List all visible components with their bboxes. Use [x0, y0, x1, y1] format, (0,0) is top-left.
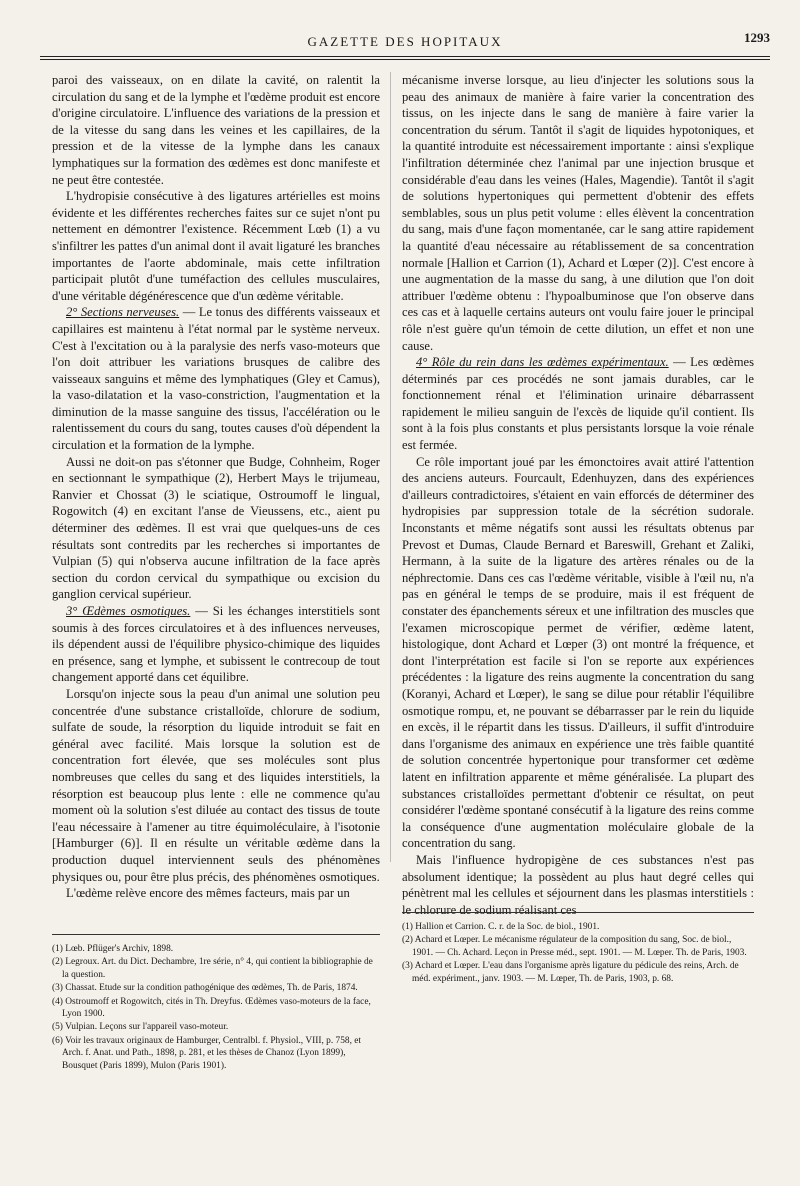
footnote: (6) Voir les travaux originaux de Hamburger, Centralbl. f. Physiol., VIII, p. 758, et Arch. f. Anat. und Path., 1898, p. 281, et les thèses de Chanoz (Lyon 1899), Bousquet (Paris 1899), Mulon (Paris 1901). — [52, 1035, 362, 1071]
paragraph: L'œdème relève encore des mêmes facteurs, mais par un — [66, 886, 350, 901]
section-heading: 3° Œdèmes osmotiques. — [66, 604, 191, 618]
section-heading: 4° Rôle du rein dans les œdèmes expérimentaux. — [416, 355, 669, 370]
paragraph: Aussi ne doit-on pas s'étonner que Budge, Cohnheim, Roger en sectionnant le sympathique (2), Herbert Mays le trijumeau, Ranvier et Chossat (3) le sciatique, Ostroumoff le lingual, Rogowitch (4) en excitant l'anse de Vieussens, etc., aient pu déterminer des œdèmes. Il est vrai que quelques-uns de ces résultats sont contredits par les recherches si importantes de Vulpian (5) qui n'observa aucune infiltration de la face après section du cordon cervical du sympathique ou excision du ganglion cervical supérieur. — [52, 454, 380, 602]
page-number: 1293 — [744, 30, 770, 45]
paragraph: mécanisme inverse lorsque, au lieu d'injecter les solutions sous la peau des animaux de manière à faire varier la concentration des tissus, on les injecte dans le sang de manière à faire varier la concentration du sérum. Tantôt il s'agit de liquides hypotoniques, et la quantité introduite est nécessairement importante : ainsi s'explique l'infiltration déterminée chez l'animal par une injection brusque et considérable d'eau dans les veines (Hales, Magendie). Tantôt il s'agit de solutions hypertoniques qui permettent d'obtenir des effets semblables, sous un plus petit volume : elles élèvent la concentration du sang, mais d'une façon momentanée, car le sang attire rapidement la quantité d'eau nécessaire au rétablissement de sa concentration normale [Hallion et Carrion (1), Achard et Lœper (2)]. C'est encore à une augmentation de la masse du sang, à une dilution que l'on doit attribuer l'œdème obtenu : l'hypoalbuminose que l'on observe dans ces cas et à laquelle certains auteurs ont voulu faire jouer le principal rôle n'est guère qu'un témoin de cette dilution, un effet et non une cause. — [402, 73, 754, 353]
footnote: (2) Legroux. Art. du Dict. Dechambre, 1re série, n° 4, qui contient la bibliographie de la question. — [52, 957, 373, 980]
section-paragraph — [52, 304, 380, 453]
right-footnotes — [402, 912, 754, 986]
column-divider — [390, 72, 391, 862]
paragraph: paroi des vaisseaux, on en dilate la cavité, on ralentit la circulation du sang et de la lymphe et l'œdème produit est encore d'origine circulatoire. L'influence des variations de la pression et de la vitesse du sang dans les veines et les capillaires, de la pression et de la vitesse de la lymphe dans les canaux lymphatiques sur la formation des œdèmes est donc manifeste et ne peut être contestée. — [52, 73, 380, 187]
left-footnotes — [52, 934, 380, 1073]
footnote: (3) Achard et Lœper. L'eau dans l'organisme après ligature du pédicule des reins, Arch. de méd. expériment., janv. 1903. — M. Lœper, Th. de Paris, 1903, p. 68. — [402, 961, 739, 984]
section-heading: 2° Sections nerveuses. — [66, 305, 180, 320]
footnote-rule — [52, 934, 380, 935]
footnote: (1) Hallion et Carrion. C. r. de la Soc. de biol., 1901. — [402, 922, 600, 932]
footnote: (4) Ostroumoff et Rogowitch, cités in Th. Dreyfus. Œdèmes vaso-moteurs de la face, Lyon 1900. — [52, 996, 371, 1020]
paragraph: L'hydropisie consécutive à des ligatures artérielles est moins évidente et les différentes recherches faites sur ce sujet n'ont pu nettement en démontrer l'existence. Récemment Lœb (1) a vu s'infiltrer les pattes d'un animal dont il avait ligaturé les branches importantes de l'aorte abdominale, mais cette infiltration participait plutôt d'une tuméfaction des cellules musculaires, d'une véritable dégénérescence que d'un œdème véritable. — [52, 189, 380, 303]
header-rule-double — [40, 59, 770, 60]
header-rule — [40, 56, 770, 57]
footnote-rule — [402, 912, 754, 913]
journal-title: GAZETTE DES HOPITAUX — [307, 34, 503, 49]
section-text: — Les œdèmes déterminés par ces procédés ne sont jamais durables, car le fonctionnement rénal et l'élimination urinaire débarrassent rapidement le milieu sanguin de l'excès de liquide qu'il contient. Ils sont à la fois plus constants et plus persistants lorsque la voie rénale est fermée. — [402, 355, 754, 453]
section-text: — Le tonus des différents vaisseaux et capillaires est maintenu à l'état normal par le système nerveux. C'est à l'excitation ou à la paralysie des nerfs vaso-moteurs que l'on doit attribuer les variations brusques de calibre des vaisseaux sanguins et même des lymphatiques (Gley et Camus), la vaso-dilatation et la vaso-constriction, l'augmentation et la diminution de la masse sanguine des tissus, l'accélération ou le ralentissement du cours du sang, toutes causes d'où dépendent la circulation et la formation de la lymphe. — [52, 305, 380, 453]
section-paragraph — [52, 603, 380, 686]
footnote: (3) Chassat. Etude sur la condition pathogénique des œdèmes, Th. de Paris, 1874. — [52, 983, 358, 994]
paragraph: Ce rôle important joué par les émonctoires avait attiré l'attention des anciens auteurs. Fourcault, Edenhuyzen, dans des expériences d'ailleurs contradictoires, s'étaient en vain efforcés de déterminer des hydropisies par suppression totale de la sécrétion sudorale. Inconstants et même négatifs sont aussi les résultats obtenus par Prevost et Dumas, Claude Bernard et Bareswill, Grehant et Zaliki, Hermann, à la suite de la ligature des artères rénales ou de la néphrectomie. Dans ces cas l'œdème véritable, visible à l'œil nu, n'a pas en général le temps de se produire, mais il est fréquent de constater des épanchements séreux et une infiltration des muscles que l'examen microscopique permet de vérifier, œdème latent, histologique, dont Achard et Lœper (3) ont montré la fréquence, et dont l'interprétation est facile si l'on se reporte aux expériences précédentes : la ligature des reins augmente la concentration du sang (Koranyi, Achard et Lœper), le sang se dilue pour rétablir l'équilibre osmotique rompu, et, ne pouvant se débarrasser par le rein du liquide en excès, il le répartit dans les tissus. D'ailleurs, il suffit d'introduire dans l'organisme des animaux en expérience une très faible quantité de solution concentrée hypertonique pour transformer cet œdème latent en infiltration apparente et même généralisée. La plupart des substances cristalloïdes permettant d'obtenir ce résultat, on peut considérer l'œdème spontané consécutif à la ligature des reins comme la conséquence d'une augmentation moléculaire globale de la concentration du sang. — [402, 454, 754, 851]
left-column — [52, 72, 380, 902]
footnote: (2) Achard et Lœper. Le mécanisme régulateur de la composition du sang, Soc. de biol., 1901. — Ch. Achard. Leçon in Presse méd., sept. 1901. — M. Lœper. Th. de Paris, 1903. — [402, 935, 747, 958]
paragraph: Mais l'influence hydropigène de ces substances n'est pas absolument identique; la possèdent au plus haut degré celles qui pénètrent mal les cellules et séjournent dans les plasmas interstitiels : le chlorure de sodium réalisant ces — [402, 852, 754, 917]
paragraph: Lorsqu'on injecte sous la peau d'un animal une solution peu concentrée d'une substance cristalloïde, chlorure de sodium, sulfate de soude, la résorption du liquide introduit se fait en général avec facilité. Mais lorsque la solution est de concentration fort élevée, que ses molécules sont plus nombreuses que celles du sang et des liquides interstitiels, la résorption est beaucoup plus lente : elle ne commence qu'au moment où la solution s'est diluée au contact des tissus de toute l'eau nécessaire à l'amener au titre équimoléculaire, à l'isotonie [Hamburger (6)]. Il en résulte un véritable œdème dans la production duquel interviennent seuls des phénomènes physiques ou, pour être plus précis, des phénomènes osmotiques. — [52, 686, 380, 884]
footnote: (5) Vulpian. Leçons sur l'appareil vaso-moteur. — [52, 1022, 229, 1033]
page-header — [40, 30, 770, 64]
right-column — [402, 72, 754, 918]
footnote: (1) Lœb. Pflüger's Archiv, 1898. — [52, 944, 174, 954]
section-text: — Si les échanges interstitiels sont soumis à des forces circulatoires et à des influences nerveuses, ils dépendent aussi de l'équilibre physico-chimique des liquides en présence, sang et lymphe, et subissent le contrecoup de tout changement apporté dans cet équilibre. — [52, 604, 380, 685]
section-paragraph — [402, 354, 754, 454]
